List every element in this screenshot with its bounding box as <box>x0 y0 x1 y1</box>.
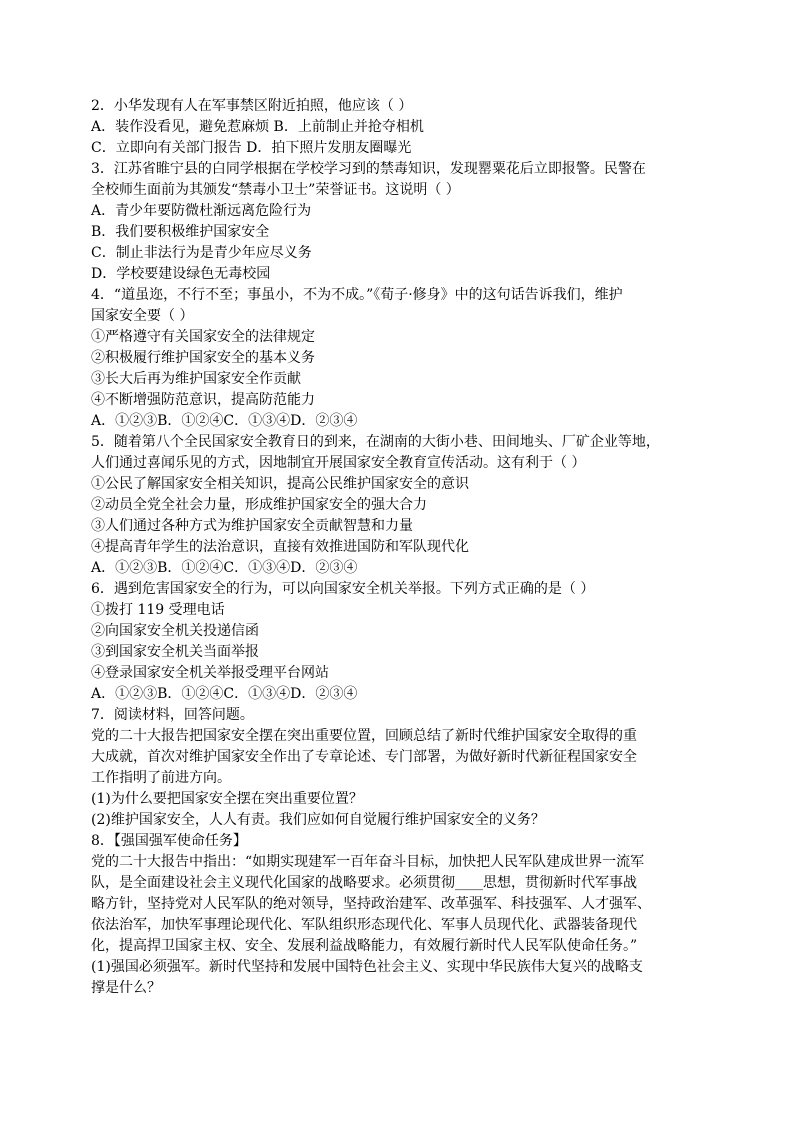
question-4-item-1: ①严格遵守有关国家安全的法律规定 <box>91 329 315 345</box>
question-3-option-a: A．青少年要防微杜渐远离危险行为 <box>91 203 312 219</box>
question-3-stem-line2: 全校师生面前为其颁发“禁毒小卫士”荣誉证书。这说明（ ） <box>91 182 460 198</box>
question-8-material-line2: 队，是全面建设社会主义现代化国家的战略要求。必须贯彻____思想，贯彻新时代军事战 <box>91 875 637 891</box>
question-6 <box>91 579 731 705</box>
question-8-material-line3: 略方针，坚持党对人民军队的绝对领导，坚持政治建军、改革强军、科技强军、人才强军、 <box>91 896 651 912</box>
question-7-material-line1: 党的二十大报告把国家安全摆在突出重要位置，回顾总结了新时代维护国家安全取得的重 <box>91 728 637 744</box>
question-2 <box>91 96 731 159</box>
question-6-item-1: ①拨打 119 受理电话 <box>91 602 225 618</box>
question-7-sub-1: (1)为什么要把国家安全摆在突出重要位置？ <box>91 791 363 807</box>
question-5-stem-line2: 人们通过喜闻乐见的方式，因地制宜开展国家安全教育宣传活动。这有利于（ ） <box>91 455 586 471</box>
question-7 <box>91 705 731 831</box>
question-6-options: A．①②③B．①②④C．①③④D．②③④ <box>91 686 358 702</box>
question-8-stem: 8．【强国强军使命任务】 <box>91 833 247 849</box>
question-6-item-4: ④登录国家安全机关举报受理平台网站 <box>91 665 329 681</box>
question-5-item-1: ①公民了解国家安全相关知识，提高公民维护国家安全的意识 <box>91 476 469 492</box>
question-3-option-d: D．学校要建设绿色无毒校园 <box>91 266 271 282</box>
question-4-stem-line2: 国家安全要（ ） <box>91 308 194 324</box>
question-5-options: A．①②③B．①②④C．①③④D．②③④ <box>91 560 358 576</box>
question-6-item-2: ②向国家安全机关投递信函 <box>91 623 259 639</box>
question-7-stem: 7．阅读材料，回答问题。 <box>91 707 254 723</box>
question-4-item-4: ④不断增强防范意识，提高防范能力 <box>91 392 315 408</box>
question-list <box>91 96 731 999</box>
question-4 <box>91 285 731 432</box>
question-7-material-line2: 大成就，首次对维护国家安全作出了专章论述、专门部署，为做好新时代新征程国家安全 <box>91 749 637 765</box>
question-3 <box>91 159 731 285</box>
question-4-item-2: ②积极履行维护国家安全的基本义务 <box>91 350 315 366</box>
question-5-item-3: ③人们通过各种方式为维护国家安全贡献智慧和力量 <box>91 518 413 534</box>
question-5-item-4: ④提高青年学生的法治意识，直接有效推进国防和军队现代化 <box>91 539 469 555</box>
question-8-material-line5: 化，提高捍卫国家主权、安全、发展利益战略能力，有效履行新时代人民军队使命任务。” <box>91 938 638 954</box>
question-2-options-cd: C．立即向有关部门报告 D．拍下照片发朋友圈曝光 <box>91 140 412 156</box>
question-8 <box>91 831 731 999</box>
question-7-material-line3: 工作指明了前进方向。 <box>91 770 231 786</box>
question-5-stem-line1: 5．随着第八个全民国家安全教育日的到来，在湖南的大街小巷、田间地头、厂矿企业等地， <box>91 434 660 450</box>
question-3-option-c: C．制止非法行为是青少年应尽义务 <box>91 245 312 261</box>
question-8-material-line1: 党的二十大报告中指出：“如期实现建军一百年奋斗目标，加快把人民军队建成世界一流军 <box>91 854 645 870</box>
question-4-options: A．①②③B．①②④C．①③④D．②③④ <box>91 413 358 429</box>
question-3-option-b: B．我们要积极维护国家安全 <box>91 224 270 240</box>
question-2-options-ab: A．装作没看见，避免惹麻烦 B．上前制止并抢夺相机 <box>91 119 424 135</box>
question-8-sub-1-line2: 撑是什么？ <box>91 980 161 996</box>
question-8-material-line4: 依法治军，加快军事理论现代化、军队组织形态现代化、军事人员现代化、武器装备现代 <box>91 917 637 933</box>
question-3-stem-line1: 3．江苏省睢宁县的白同学根据在学校学习到的禁毒知识，发现罂粟花后立即报警。民警在 <box>91 161 646 177</box>
question-8-sub-1-line1: (1)强国必须强军。新时代坚持和发展中国特色社会主义、实现中华民族伟大复兴的战略支 <box>91 959 643 975</box>
question-6-item-3: ③到国家安全机关当面举报 <box>91 644 259 660</box>
question-4-item-3: ③长大后再为维护国家安全作贡献 <box>91 371 301 387</box>
question-2-stem: 2．小华发现有人在军事禁区附近拍照，他应该（ ） <box>91 98 413 114</box>
question-5 <box>91 432 731 579</box>
question-7-sub-2: (2)维护国家安全，人人有责。我们应如何自觉履行维护国家安全的义务？ <box>91 812 545 828</box>
question-4-stem-line1: 4．“道虽迩，不行不至；事虽小，不为不成。”《荀子·修身》中的这句话告诉我们，维护 <box>91 287 623 303</box>
question-5-item-2: ②动员全党全社会力量，形成维护国家安全的强大合力 <box>91 497 427 513</box>
question-6-stem: 6．遇到危害国家安全的行为，可以向国家安全机关举报。下列方式正确的是（ ） <box>91 581 595 597</box>
